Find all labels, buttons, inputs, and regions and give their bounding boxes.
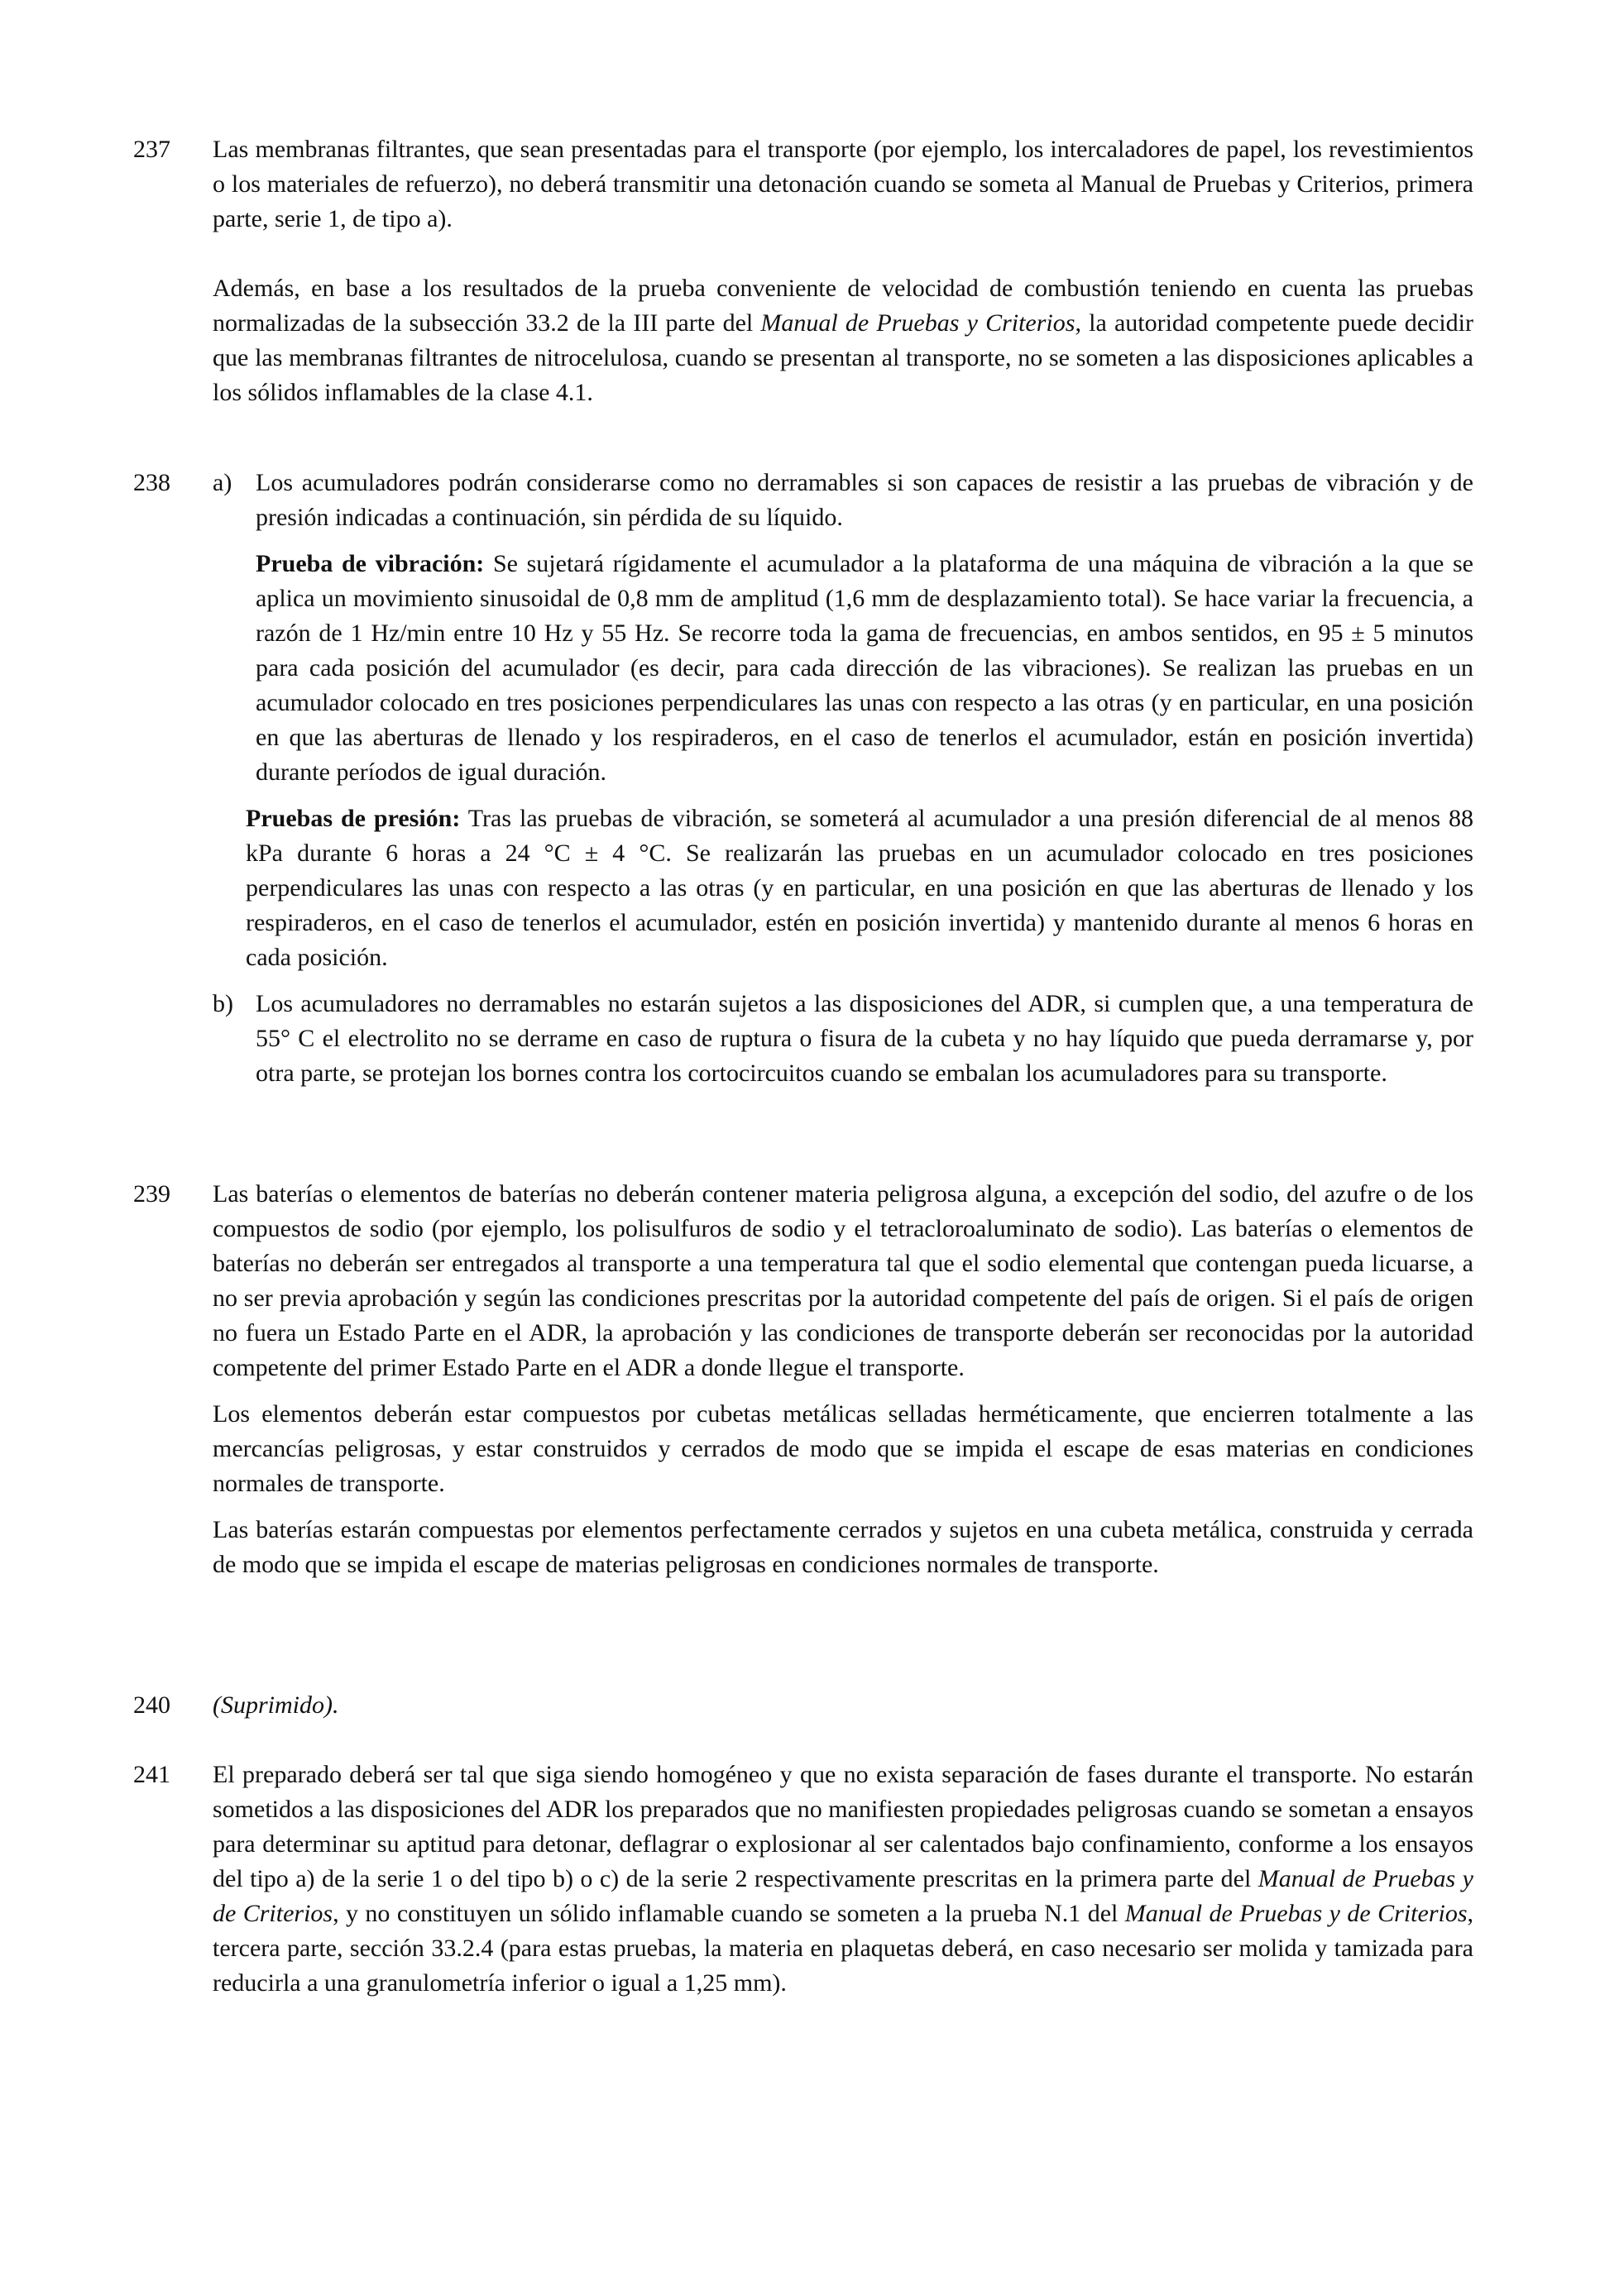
entry-number: 240	[133, 1691, 170, 1719]
list-item-a	[213, 466, 1473, 535]
list-text: Los acumuladores no derramables no estarán sujetos a las disposiciones del ADR, si cumplen que, a una temperatura de 55° C el electrolito no se derrame en caso de ruptura o fisura de la cubeta y no hay líquido que pueda derramarse y, por otra parte, se protejan los bornes contra los cortocircuitos cuando se embalan los acumuladores para su transporte.	[256, 990, 1473, 1087]
paragraph	[213, 132, 1473, 237]
vibration-test-heading: Prueba de vibración:	[256, 550, 485, 577]
manual-title: Manual de Pruebas y de Criterios	[1124, 1900, 1468, 1927]
entry-number: 239	[133, 1180, 170, 1208]
paragraph-text: Las baterías estarán compuestas por elementos perfectamente cerrados y sujetos en una cubeta metálica, construida y cerrada de modo que se impida el escape de materias peligrosas en condiciones normales de transporte.	[213, 1516, 1473, 1578]
paragraph-text: Además, en base a los resultados de la prueba conveniente de velocidad de combustión teniendo en cuenta las pruebas normalizadas de la subsección 33.2 de la III parte del	[213, 275, 1473, 337]
paragraph-text: Tras las pruebas de vibración, se someterá al acumulador a una presión diferencial de al menos 88 kPa durante 6 horas a 24 °C ± 4 °C. Se realizarán las pruebas en un acumulador colocado en tres posiciones perpendiculares las unas con respecto a las otras (y en particular, en una posición en que las aberturas de llenado y los respiraderos, en el caso de tenerlos el acumulador, estén en posición invertida) y mantenido durante al menos 6 horas en cada posición.	[246, 805, 1473, 971]
entry-body	[213, 466, 1473, 1091]
paragraph-text: , y no constituyen un sólido inflamable cuando se someten a la prueba N.1 del	[333, 1900, 1125, 1927]
list-label: a)	[213, 469, 232, 496]
entry-number: 238	[133, 469, 170, 496]
pressure-test-paragraph	[213, 801, 1473, 975]
list-label: b)	[213, 990, 233, 1017]
paragraph-text: Las membranas filtrantes, que sean presentadas para el transporte (por ejemplo, los intercaladores de papel, los revestimientos o los materiales de refuerzo), no deberá transmitir una detonación cuando se someta al Manual de Pruebas y Criterios, primera parte, serie 1, de tipo a).	[213, 136, 1473, 232]
paragraph	[213, 1688, 1473, 1723]
paragraph	[213, 1758, 1473, 2001]
paragraph	[213, 1513, 1473, 1582]
manual-title: Manual de Pruebas y de Criterios	[213, 1865, 1473, 1927]
paragraph-text: Los elementos deberán estar compuestos por cubetas metálicas selladas herméticamente, que encierren totalmente a las mercancías peligrosas, y estar construidos y cerrados de modo que se impida el escape de esas materias en condiciones normales de transporte.	[213, 1400, 1473, 1497]
paragraph-text: Se sujetará rígidamente el acumulador a la plataforma de una máquina de vibración a la que se aplica un movimiento sinusoidal de 0,8 mm de amplitud (1,6 mm de desplazamiento total). Se hace variar la frecuencia, a razón de 1 Hz/min entre 10 Hz y 55 Hz. Se recorre toda la gama de frecuencias, en ambos sentidos, en 95 ± 5 minutos para cada posición del acumulador (es decir, para cada dirección de las vibraciones). Se realizan las pruebas en un acumulador colocado en tres posiciones perpendiculares las unas con respecto a las otras (y en particular, en una posición en que las aberturas de llenado y los respiraderos, en el caso de tenerlos el acumulador, están en posición invertida) durante períodos de igual duración.	[256, 550, 1473, 786]
entry-body	[213, 1688, 1473, 1723]
paragraph-text: , la autoridad competente puede decidir que las membranas filtrantes de nitrocelulosa, cuando se presentan al transporte, no se someten a las disposiciones aplicables a los sólidos inflamables de la clase 4.1.	[213, 309, 1473, 406]
manual-title: Manual de Pruebas y Criterios	[760, 309, 1075, 337]
paragraph-text: , tercera parte, sección 33.2.4 (para estas pruebas, la materia en plaquetas deberá, en caso necesario ser molida y tamizada para reducirla a una granulometría inferior o igual a 1,25 mm).	[213, 1900, 1474, 1997]
entry-number: 241	[133, 1761, 170, 1788]
paragraph	[213, 1397, 1473, 1501]
list-text: Los acumuladores podrán considerarse como no derramables si son capaces de resistir a las pruebas de vibración y de presión indicadas a continuación, sin pérdida de su líquido.	[256, 469, 1473, 531]
list-item-b	[213, 987, 1473, 1091]
paragraph	[213, 1177, 1473, 1385]
entry-body	[213, 1177, 1473, 1582]
entry-body	[213, 132, 1473, 410]
entry-number: 237	[133, 136, 170, 163]
paragraph-text: Las baterías o elementos de baterías no deberán contener materia peligrosa alguna, a excepción del sodio, del azufre o de los compuestos de sodio (por ejemplo, los polisulfuros de sodio y el tetracloroaluminato de sodio). Las baterías o elementos de baterías no deberán ser entregados al transporte a una temperatura tal que el sodio elemental que contengan pueda licuarse, a no ser previa aprobación y según las condiciones prescritas por la autoridad competente del país de origen. Si el país de origen no fuera un Estado Parte en el ADR, la aprobación y las condiciones de transporte deberán ser reconocidas por la autoridad competente del primer Estado Parte en el ADR a donde llegue el transporte.	[213, 1180, 1473, 1381]
paragraph	[213, 271, 1473, 410]
entry-body	[213, 1758, 1473, 2001]
vibration-test-paragraph	[213, 547, 1473, 790]
paragraph-text: El preparado deberá ser tal que siga siendo homogéneo y que no exista separación de fases durante el transporte. No estarán sometidos a las disposiciones del ADR los preparados que no manifiesten propiedades peligrosas cuando se sometan a ensayos para determinar su aptitud para detonar, deflagrar o explosionar al ser calentados bajo confinamiento, conforme a los ensayos del tipo a) de la serie 1 o del tipo b) o c) de la serie 2 respectivamente prescritas en la primera parte del	[213, 1761, 1473, 1892]
suppressed-note: (Suprimido).	[213, 1691, 339, 1719]
pressure-test-heading: Pruebas de presión:	[246, 805, 461, 832]
